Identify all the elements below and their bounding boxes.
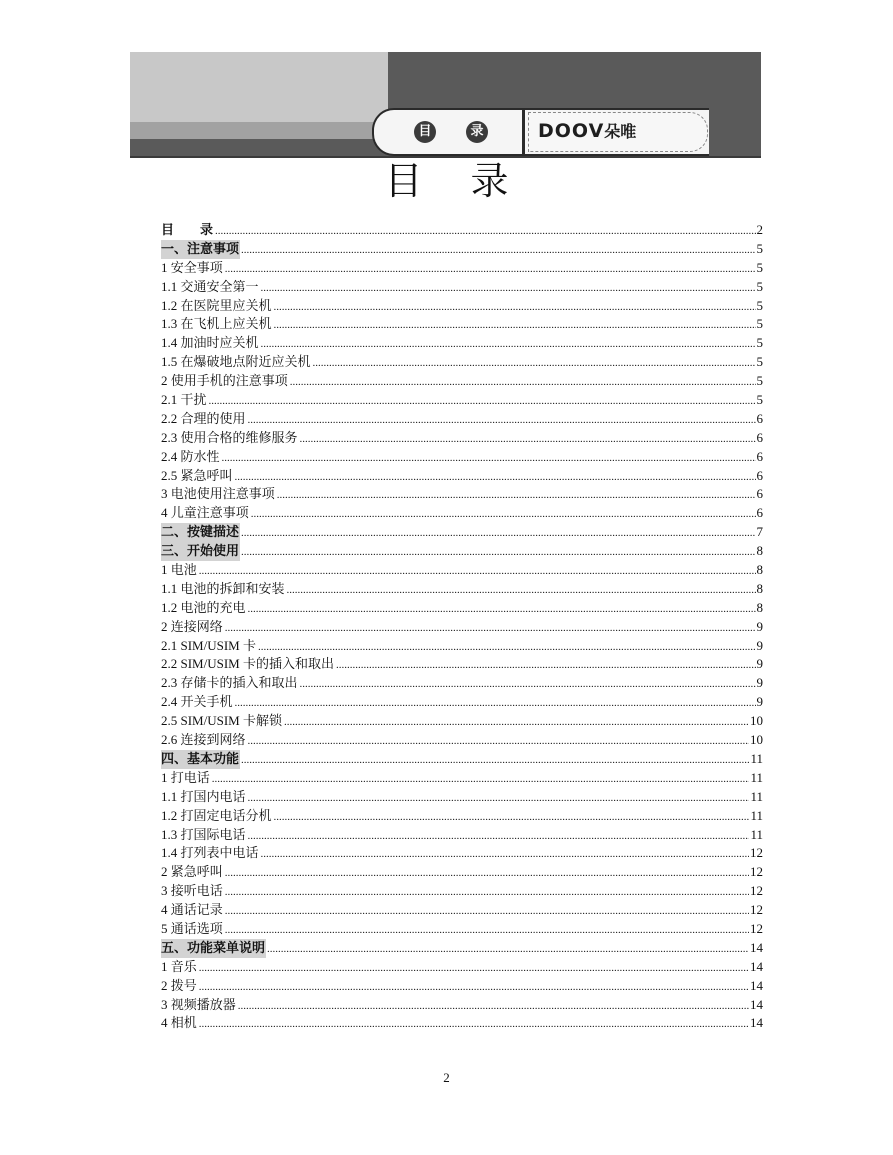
toc-section-row[interactable] xyxy=(161,240,763,259)
toc-row[interactable] xyxy=(161,561,763,580)
brand-name-cn: 朵唯 xyxy=(604,122,637,141)
header-light-block xyxy=(130,52,388,122)
toc-page-number: 9 xyxy=(756,656,763,672)
toc-page-number: 5 xyxy=(756,259,763,275)
header-separator xyxy=(522,108,525,156)
toc-entry-label: 3 接听电话 xyxy=(161,883,223,899)
toc-leader-dots xyxy=(225,618,756,637)
toc-entry-label: 2.4 开关手机 xyxy=(161,694,233,710)
toc-row[interactable] xyxy=(161,580,763,599)
toc-leader-dots xyxy=(248,788,750,807)
toc-leader-dots xyxy=(235,693,756,712)
page-title xyxy=(0,158,893,204)
toc-entry-label: 2 拨号 xyxy=(161,977,197,993)
toc-leader-dots xyxy=(261,278,756,297)
toc-leader-dots xyxy=(241,240,755,259)
toc-row[interactable] xyxy=(161,599,763,618)
toc-row[interactable] xyxy=(161,769,763,788)
toc-page-number: 12 xyxy=(750,883,763,899)
toc-page-number: 14 xyxy=(750,958,763,974)
toc-page-number: 10 xyxy=(750,732,763,748)
toc-page-number: 5 xyxy=(756,240,763,256)
toc-page-number: 12 xyxy=(750,864,763,880)
toc-leader-dots xyxy=(241,750,749,769)
toc-section-row[interactable] xyxy=(161,939,763,958)
toc-leader-dots xyxy=(212,769,750,788)
toc-leader-dots xyxy=(199,1014,749,1033)
toc-entry-label: 1 打电话 xyxy=(161,769,210,785)
toc-page-number: 12 xyxy=(750,902,763,918)
toc-section-row[interactable] xyxy=(161,542,763,561)
toc-page-number: 5 xyxy=(756,316,763,332)
toc-row[interactable] xyxy=(161,259,763,278)
toc-leader-dots xyxy=(238,996,749,1015)
toc-entry-label: 2 紧急呼叫 xyxy=(161,864,223,880)
toc-row[interactable] xyxy=(161,807,763,826)
toc-entry-label: 1.2 电池的充电 xyxy=(161,599,246,615)
toc-leader-dots xyxy=(300,674,756,693)
toc-row[interactable] xyxy=(161,410,763,429)
toc-leader-dots xyxy=(241,523,755,542)
toc-row[interactable] xyxy=(161,788,763,807)
toc-page-number: 6 xyxy=(756,486,763,502)
toc-leader-dots xyxy=(248,599,756,618)
toc-entry-label: 4 相机 xyxy=(161,1015,197,1031)
toc-row[interactable] xyxy=(161,221,763,240)
toc-leader-dots xyxy=(248,410,756,429)
page-number: 2 xyxy=(443,1070,450,1085)
toc-leader-dots xyxy=(225,863,749,882)
toc-row[interactable] xyxy=(161,826,763,845)
toc-page-number: 10 xyxy=(750,713,763,729)
toc-row[interactable] xyxy=(161,901,763,920)
toc-page-number: 11 xyxy=(750,807,763,823)
toc-page-number: 12 xyxy=(750,845,763,861)
toc-entry-label: 1.4 加油时应关机 xyxy=(161,335,259,351)
toc-entry-label: 1.4 打列表中电话 xyxy=(161,845,259,861)
toc-page-number: 9 xyxy=(756,618,763,634)
toc-page-number: 14 xyxy=(750,939,763,955)
toc-row[interactable] xyxy=(161,655,763,674)
toc-row[interactable] xyxy=(161,429,763,448)
toc-leader-dots xyxy=(300,429,756,448)
toc-page-number: 9 xyxy=(756,637,763,653)
toc-leader-dots xyxy=(248,731,749,750)
toc-leader-dots xyxy=(287,580,756,599)
toc-page-number: 7 xyxy=(756,524,763,540)
toc-entry-label: 2.5 SIM/USIM 卡解锁 xyxy=(161,713,282,729)
toc-entry-label: 2.1 SIM/USIM 卡 xyxy=(161,637,256,653)
toc-row[interactable] xyxy=(161,996,763,1015)
toc-entry-label: 1 安全事项 xyxy=(161,259,223,275)
toc-entry-label: 3 视频播放器 xyxy=(161,996,236,1012)
toc-entry-label: 2.2 SIM/USIM 卡的插入和取出 xyxy=(161,656,334,672)
toc-page-number: 5 xyxy=(756,354,763,370)
toc-page-number: 8 xyxy=(756,580,763,596)
toc-row[interactable] xyxy=(161,712,763,731)
toc-row[interactable] xyxy=(161,278,763,297)
toc-page-number: 9 xyxy=(756,675,763,691)
toc-leader-dots xyxy=(336,655,756,674)
toc-page-number: 14 xyxy=(750,1015,763,1031)
page-title-char-1: 目 xyxy=(384,159,423,203)
toc-leader-dots xyxy=(225,259,756,278)
toc-entry-label: 1.1 电池的拆卸和安装 xyxy=(161,580,285,596)
toc-row[interactable] xyxy=(161,353,763,372)
toc-entry-label: 2.3 使用合格的维修服务 xyxy=(161,429,298,445)
toc-leader-dots xyxy=(222,448,756,467)
brand-name: DOOV xyxy=(538,120,605,142)
table-of-contents xyxy=(161,221,763,1033)
toc-row[interactable] xyxy=(161,693,763,712)
toc-row[interactable] xyxy=(161,467,763,486)
toc-page-number: 5 xyxy=(756,373,763,389)
toc-entry-label: 四、基本功能 xyxy=(161,750,240,769)
page-title-char-2: 录 xyxy=(470,159,509,203)
toc-section-row[interactable] xyxy=(161,750,763,769)
toc-page-number: 5 xyxy=(756,392,763,408)
toc-row[interactable] xyxy=(161,504,763,523)
toc-row[interactable] xyxy=(161,844,763,863)
toc-entry-label: 1 音乐 xyxy=(161,958,197,974)
brand-logo xyxy=(538,119,636,142)
toc-page-number: 6 xyxy=(756,448,763,464)
toc-leader-dots xyxy=(274,297,756,316)
toc-entry-label: 3 电池使用注意事项 xyxy=(161,486,275,502)
toc-row[interactable] xyxy=(161,372,763,391)
toc-row[interactable] xyxy=(161,958,763,977)
toc-page-number: 11 xyxy=(750,750,763,766)
toc-leader-dots xyxy=(284,712,749,731)
toc-leader-dots xyxy=(267,939,749,958)
toc-page-number: 9 xyxy=(756,694,763,710)
toc-entry-label: 2 连接网络 xyxy=(161,618,223,634)
toc-entry-label: 五、功能菜单说明 xyxy=(161,939,266,958)
toc-leader-dots xyxy=(225,901,749,920)
toc-entry-label: 2.1 干扰 xyxy=(161,392,207,408)
toc-page-number: 8 xyxy=(756,599,763,615)
toc-leader-dots xyxy=(225,920,749,939)
toc-row[interactable] xyxy=(161,637,763,656)
toc-row[interactable] xyxy=(161,315,763,334)
toc-page-number: 12 xyxy=(750,920,763,936)
header-mid-band xyxy=(130,122,388,139)
toc-entry-label: 1.3 在飞机上应关机 xyxy=(161,316,272,332)
toc-page-number: 11 xyxy=(750,788,763,804)
toc-entry-label: 三、开始使用 xyxy=(161,542,240,561)
toc-leader-dots xyxy=(199,958,749,977)
toc-leader-dots xyxy=(274,807,750,826)
toc-leader-dots xyxy=(251,504,756,523)
toc-page-number: 6 xyxy=(756,467,763,483)
toc-leader-dots xyxy=(199,977,749,996)
toc-row[interactable] xyxy=(161,920,763,939)
toc-entry-label: 1.2 打固定电话分机 xyxy=(161,807,272,823)
toc-page-number: 5 xyxy=(756,297,763,313)
toc-leader-dots xyxy=(261,844,749,863)
toc-leader-dots xyxy=(277,485,756,504)
toc-row[interactable] xyxy=(161,977,763,996)
toc-row[interactable] xyxy=(161,731,763,750)
toc-page-number: 6 xyxy=(756,429,763,445)
toc-page-number: 6 xyxy=(756,505,763,521)
toc-entry-label: 目 录 xyxy=(161,222,214,237)
toc-page-number: 14 xyxy=(750,977,763,993)
toc-entry-label: 1.3 打国际电话 xyxy=(161,826,246,842)
toc-row[interactable] xyxy=(161,391,763,410)
toc-page-number: 11 xyxy=(750,769,763,785)
toc-leader-dots xyxy=(261,334,756,353)
toc-entry-label: 5 通话选项 xyxy=(161,920,223,936)
toc-leader-dots xyxy=(209,391,756,410)
toc-row[interactable] xyxy=(161,618,763,637)
toc-entry-label: 4 儿童注意事项 xyxy=(161,505,249,521)
toc-page-number: 5 xyxy=(756,278,763,294)
toc-leader-dots xyxy=(241,542,755,561)
toc-leader-dots xyxy=(248,826,750,845)
toc-entry-label: 1 电池 xyxy=(161,562,197,578)
toc-entry-label: 1.2 在医院里应关机 xyxy=(161,297,272,313)
toc-row[interactable] xyxy=(161,448,763,467)
page-header-banner xyxy=(130,52,761,158)
toc-row[interactable] xyxy=(161,485,763,504)
toc-entry-label: 2.3 存储卡的插入和取出 xyxy=(161,675,298,691)
header-tab-char-1: 目 xyxy=(414,121,436,143)
toc-entry-label: 二、按键描述 xyxy=(161,523,240,542)
toc-leader-dots xyxy=(274,315,756,334)
toc-row[interactable] xyxy=(161,863,763,882)
toc-leader-dots xyxy=(290,372,756,391)
toc-page-number: 5 xyxy=(756,335,763,351)
toc-entry-label: 1.1 打国内电话 xyxy=(161,788,246,804)
toc-leader-dots xyxy=(225,882,749,901)
header-tab-char-2: 录 xyxy=(466,121,488,143)
toc-row[interactable] xyxy=(161,882,763,901)
toc-row[interactable] xyxy=(161,1014,763,1033)
toc-page-number: 2 xyxy=(756,222,763,237)
toc-section-row[interactable] xyxy=(161,523,763,542)
toc-page-number: 6 xyxy=(756,410,763,426)
toc-entry-label: 2 使用手机的注意事项 xyxy=(161,373,288,389)
toc-leader-dots xyxy=(235,467,756,486)
toc-entry-label: 1.5 在爆破地点附近应关机 xyxy=(161,354,311,370)
toc-page-number: 8 xyxy=(756,543,763,559)
toc-leader-dots xyxy=(313,353,756,372)
toc-page-number: 11 xyxy=(750,826,763,842)
toc-row[interactable] xyxy=(161,334,763,353)
toc-entry-label: 2.6 连接到网络 xyxy=(161,732,246,748)
toc-page-number: 8 xyxy=(756,562,763,578)
toc-entry-label: 4 通话记录 xyxy=(161,902,223,918)
toc-entry-label: 2.4 防水性 xyxy=(161,448,220,464)
toc-row[interactable] xyxy=(161,297,763,316)
toc-entry-label: 1.1 交通安全第一 xyxy=(161,278,259,294)
toc-leader-dots xyxy=(199,561,756,580)
toc-entry-label: 2.2 合理的使用 xyxy=(161,410,246,426)
toc-entry-label: 2.5 紧急呼叫 xyxy=(161,467,233,483)
toc-leader-dots xyxy=(258,637,756,656)
toc-page-number: 14 xyxy=(750,996,763,1012)
toc-row[interactable] xyxy=(161,674,763,693)
toc-entry-label: 一、注意事项 xyxy=(161,240,240,259)
toc-leader-dots xyxy=(215,221,755,240)
